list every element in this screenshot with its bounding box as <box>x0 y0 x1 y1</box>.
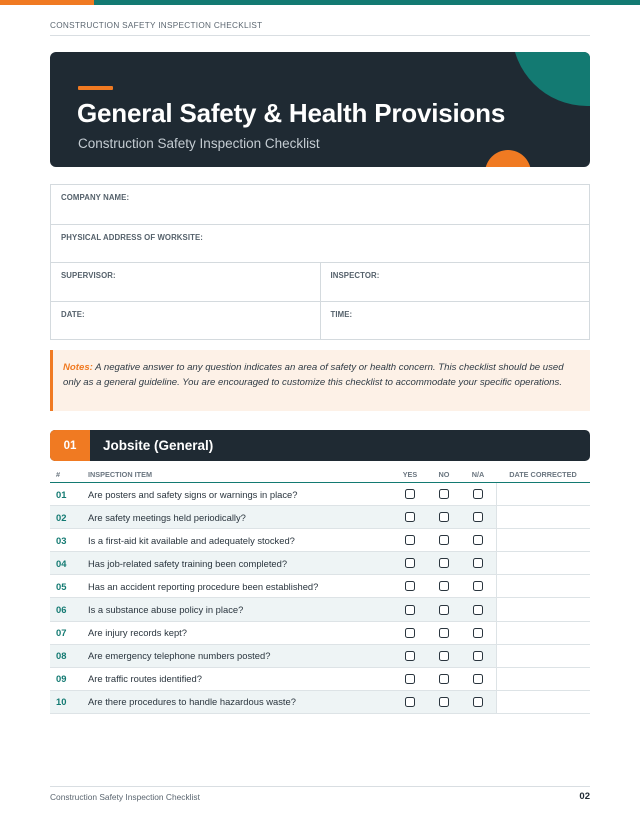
section-header <box>50 430 590 461</box>
inspection-item-text: Are traffic routes identified? <box>88 673 202 685</box>
table-row <box>50 622 590 645</box>
yes-checkbox[interactable] <box>405 605 415 615</box>
na-cell <box>460 489 496 499</box>
na-checkbox[interactable] <box>473 651 483 661</box>
yes-checkbox[interactable] <box>405 674 415 684</box>
no-checkbox[interactable] <box>439 605 449 615</box>
date-corrected-cell[interactable] <box>496 575 590 597</box>
na-cell <box>460 628 496 638</box>
top-accent-bar <box>0 0 640 5</box>
yes-cell <box>388 697 424 707</box>
worksite-address-field[interactable]: PHYSICAL ADDRESS OF WORKSITE: <box>61 232 203 242</box>
inspection-item-text: Are safety meetings held periodically? <box>88 511 246 523</box>
info-row <box>51 185 589 224</box>
no-cell <box>424 628 460 638</box>
na-cell <box>460 535 496 545</box>
info-row <box>51 301 589 340</box>
inspection-item-text: Are emergency telephone numbers posted? <box>88 650 271 662</box>
table-row <box>50 506 590 529</box>
no-cell <box>424 512 460 522</box>
no-checkbox[interactable] <box>439 674 449 684</box>
inspection-item-text: Has an accident reporting procedure been established? <box>88 580 319 592</box>
header-no: NO <box>438 469 450 479</box>
na-checkbox[interactable] <box>473 697 483 707</box>
supervisor-field[interactable]: SUPERVISOR: <box>61 271 116 280</box>
title-accent-line <box>78 86 113 90</box>
date-corrected-cell[interactable] <box>496 668 590 690</box>
yes-cell <box>388 535 424 545</box>
yes-checkbox[interactable] <box>405 651 415 661</box>
date-corrected-cell[interactable] <box>496 622 590 644</box>
no-checkbox[interactable] <box>439 535 449 545</box>
na-checkbox[interactable] <box>473 558 483 568</box>
inspection-item-text: Has job-related safety training been completed? <box>88 557 288 569</box>
info-row <box>51 224 589 263</box>
row-number: 06 <box>56 604 67 616</box>
date-field[interactable]: DATE: <box>61 309 85 319</box>
header-yes: YES <box>402 469 418 479</box>
table-header-row <box>50 466 590 483</box>
inspection-item-text: Is a first-aid kit available and adequately stocked? <box>88 534 295 546</box>
row-number: 01 <box>56 488 67 500</box>
yes-cell <box>388 651 424 661</box>
notes-label: Notes: <box>63 362 93 373</box>
time-field[interactable]: TIME: <box>320 302 590 340</box>
notes-callout <box>50 350 590 411</box>
date-corrected-cell[interactable] <box>496 645 590 667</box>
yes-checkbox[interactable] <box>405 512 415 522</box>
header-na: N/A <box>471 469 485 479</box>
na-checkbox[interactable] <box>473 512 483 522</box>
decorative-orange-circle <box>485 150 531 167</box>
footer-divider <box>50 786 590 787</box>
na-cell <box>460 558 496 568</box>
no-cell <box>424 651 460 661</box>
table-row <box>50 529 590 552</box>
na-checkbox[interactable] <box>473 535 483 545</box>
date-corrected-cell[interactable] <box>496 506 590 528</box>
no-cell <box>424 605 460 615</box>
title-banner <box>50 52 590 167</box>
no-checkbox[interactable] <box>439 628 449 638</box>
yes-cell <box>388 489 424 499</box>
row-number: 07 <box>56 627 67 639</box>
no-checkbox[interactable] <box>439 489 449 499</box>
yes-cell <box>388 512 424 522</box>
no-checkbox[interactable] <box>439 697 449 707</box>
na-checkbox[interactable] <box>473 581 483 591</box>
notes-text: A negative answer to any question indicates an area of safety or health concern. This checklist should be used only as a general guideline. You are encouraged to customize this checklist to accommodate your specific operations. <box>63 362 564 389</box>
inspection-item-text: Are injury records kept? <box>88 627 188 639</box>
na-cell <box>460 512 496 522</box>
section-number: 01 <box>50 430 90 461</box>
header-number: # <box>56 469 61 479</box>
yes-cell <box>388 628 424 638</box>
no-cell <box>424 535 460 545</box>
table-row <box>50 552 590 575</box>
yes-cell <box>388 558 424 568</box>
row-number: 05 <box>56 580 67 592</box>
na-checkbox[interactable] <box>473 605 483 615</box>
na-cell <box>460 581 496 591</box>
date-corrected-cell[interactable] <box>496 552 590 574</box>
yes-checkbox[interactable] <box>405 697 415 707</box>
yes-cell <box>388 674 424 684</box>
no-cell <box>424 581 460 591</box>
na-cell <box>460 674 496 684</box>
yes-cell <box>388 581 424 591</box>
yes-cell <box>388 605 424 615</box>
no-checkbox[interactable] <box>439 651 449 661</box>
table-row <box>50 483 590 506</box>
yes-checkbox[interactable] <box>405 558 415 568</box>
na-checkbox[interactable] <box>473 674 483 684</box>
header-divider <box>50 35 590 36</box>
na-checkbox[interactable] <box>473 489 483 499</box>
company-name-field[interactable]: COMPANY NAME: <box>61 193 130 202</box>
row-number: 03 <box>56 534 67 546</box>
section-title: Jobsite (General) <box>103 438 214 453</box>
yes-checkbox[interactable] <box>405 581 415 591</box>
table-row <box>50 645 590 668</box>
checklist-table <box>50 466 590 714</box>
table-row <box>50 598 590 621</box>
yes-checkbox[interactable] <box>405 535 415 545</box>
yes-checkbox[interactable] <box>405 489 415 499</box>
row-number: 09 <box>56 673 67 685</box>
page-number: 02 <box>579 791 590 802</box>
inspection-item-text: Are there procedures to handle hazardous waste? <box>88 696 296 708</box>
na-cell <box>460 651 496 661</box>
no-cell <box>424 697 460 707</box>
page-title: General Safety & Health Provisions <box>77 98 506 128</box>
date-corrected-cell[interactable] <box>496 691 590 713</box>
table-body <box>50 483 590 714</box>
inspector-field[interactable]: INSPECTOR: <box>320 263 590 301</box>
table-row <box>50 575 590 598</box>
no-cell <box>424 489 460 499</box>
top-bar-orange-segment <box>0 0 94 5</box>
no-cell <box>424 674 460 684</box>
yes-checkbox[interactable] <box>405 628 415 638</box>
no-checkbox[interactable] <box>439 581 449 591</box>
info-form <box>50 184 590 340</box>
page-subtitle: Construction Safety Inspection Checklist <box>78 136 320 151</box>
row-number: 04 <box>56 557 67 569</box>
row-number: 10 <box>56 696 67 708</box>
na-checkbox[interactable] <box>473 628 483 638</box>
top-bar-teal-segment <box>94 0 640 5</box>
header-date-corrected: DATE CORRECTED <box>509 469 577 479</box>
no-checkbox[interactable] <box>439 558 449 568</box>
date-corrected-cell[interactable] <box>496 529 590 551</box>
info-row <box>51 262 589 301</box>
date-corrected-cell[interactable] <box>496 483 590 505</box>
no-cell <box>424 558 460 568</box>
header-inspection-item: INSPECTION ITEM <box>88 469 153 479</box>
no-checkbox[interactable] <box>439 512 449 522</box>
row-number: 08 <box>56 650 67 662</box>
table-row <box>50 668 590 691</box>
decorative-teal-circle <box>512 52 590 106</box>
inspection-item-text: Is a substance abuse policy in place? <box>88 604 244 616</box>
document-label: CONSTRUCTION SAFETY INSPECTION CHECKLIST <box>50 21 263 30</box>
row-number: 02 <box>56 511 67 523</box>
footer-title: Construction Safety Inspection Checklist <box>50 792 200 802</box>
na-cell <box>460 605 496 615</box>
na-cell <box>460 697 496 707</box>
inspection-item-text: Are posters and safety signs or warnings in place? <box>88 488 298 500</box>
table-row <box>50 691 590 714</box>
date-corrected-cell[interactable] <box>496 598 590 620</box>
